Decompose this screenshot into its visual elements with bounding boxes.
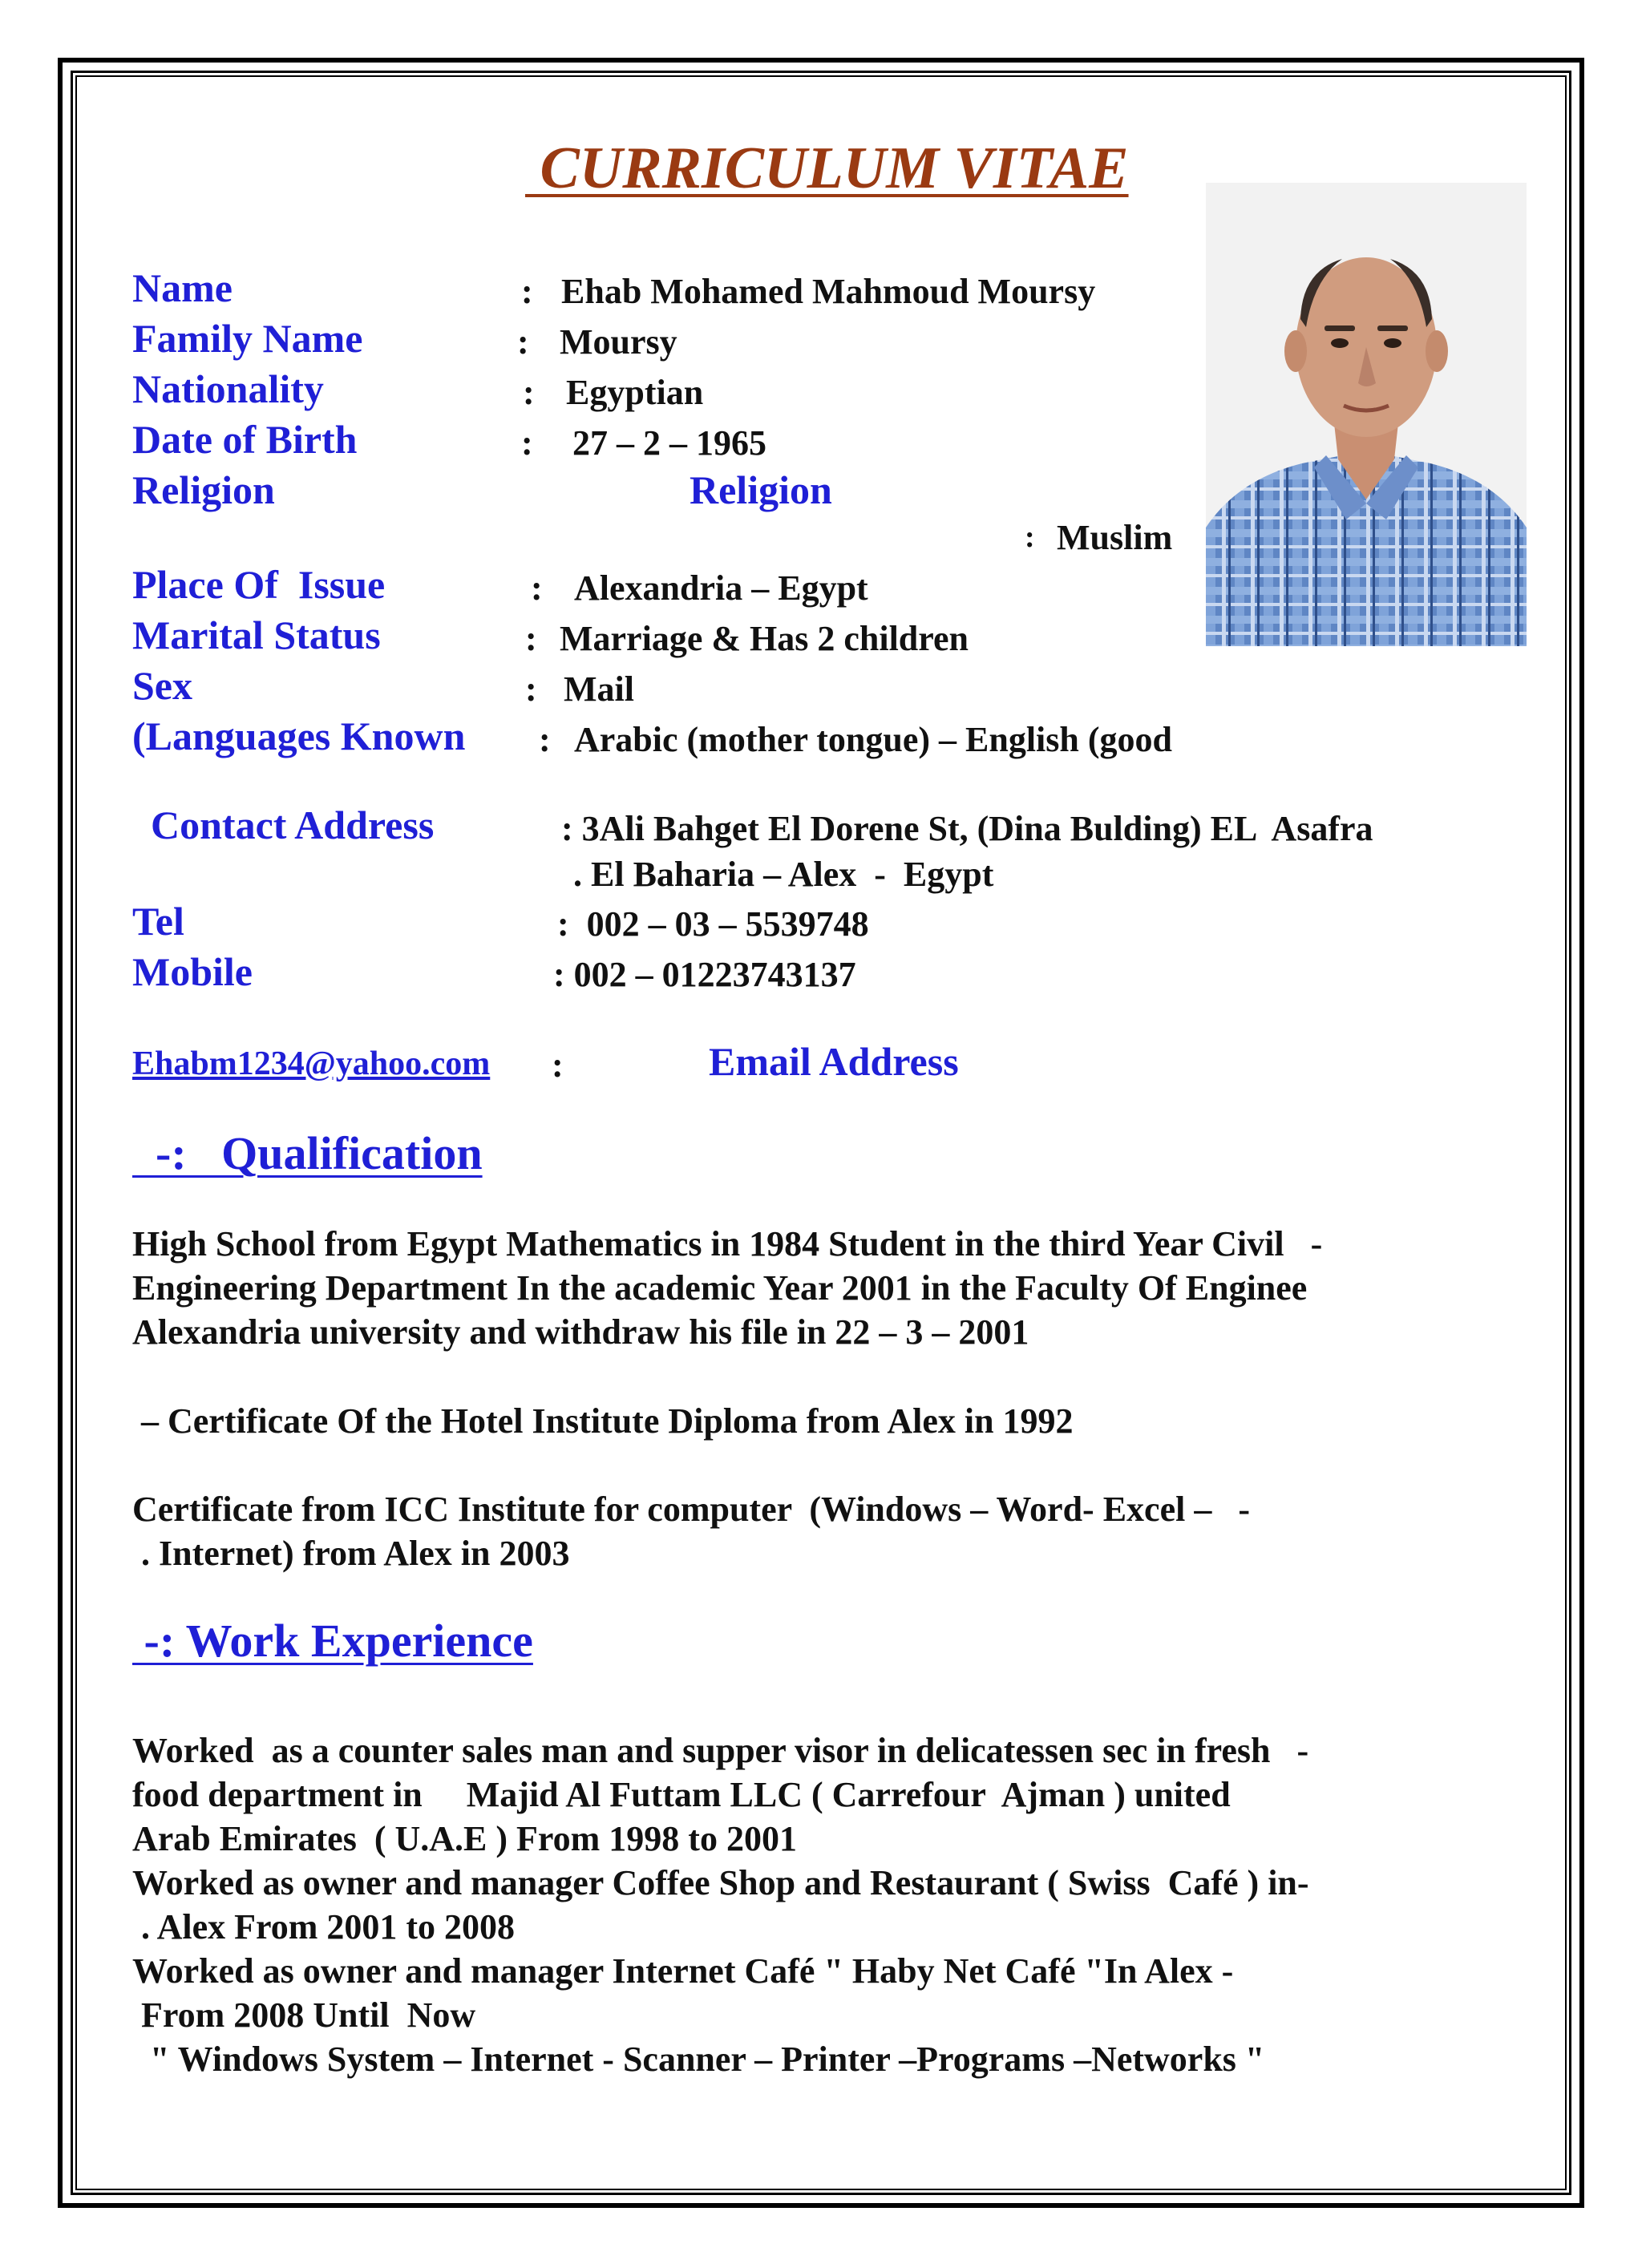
nationality-value: Egyptian bbox=[566, 373, 704, 412]
email-link[interactable]: Ehabm1234@yahoo.com bbox=[132, 1045, 491, 1082]
qualification-line-4: – Certificate Of the Hotel Institute Diploma from Alex in 1992 bbox=[132, 1401, 1074, 1441]
work-line-5: . Alex From 2001 to 2008 bbox=[132, 1907, 516, 1947]
sex-label: Sex bbox=[132, 663, 192, 708]
qualification-line-3: Alexandria university and withdraw his file in 22 – 3 – 2001 bbox=[132, 1312, 1029, 1352]
marital-status-colon: : bbox=[525, 619, 537, 658]
work-line-2: food department in Majid Al Futtam LLC ( Carrefour Ajman ) united bbox=[132, 1775, 1231, 1814]
place-of-issue-colon: : bbox=[531, 568, 543, 608]
profile-photo-image bbox=[1206, 183, 1527, 646]
qualification-line-5: Certificate from ICC Institute for computer (Windows – Word- Excel – - bbox=[132, 1490, 1250, 1529]
work-line-3: Arab Emirates ( U.A.E ) From 1998 to 2001 bbox=[132, 1819, 797, 1858]
work-line-1: Worked as a counter sales man and supper visor in delicatessen sec in fresh - bbox=[132, 1731, 1309, 1770]
place-of-issue-value: Alexandria – Egypt bbox=[574, 568, 868, 608]
nationality-label: Nationality bbox=[132, 366, 324, 411]
mobile-value: : 002 – 01223743137 bbox=[553, 955, 856, 994]
religion-label: Religion bbox=[132, 467, 275, 512]
tel-label: Tel bbox=[132, 899, 184, 944]
family-name-colon: : bbox=[517, 322, 529, 362]
dob-colon: : bbox=[521, 423, 533, 463]
sex-colon: : bbox=[525, 669, 537, 709]
tel-value: : 002 – 03 – 5539748 bbox=[557, 904, 869, 944]
family-name-value: Moursy bbox=[560, 322, 677, 362]
place-of-issue-label: Place Of Issue bbox=[132, 562, 386, 607]
qualification-line-2: Engineering Department In the academic Year 2001 in the Faculty Of Enginee bbox=[132, 1268, 1308, 1308]
cv-title: CURRICULUM VITAE bbox=[525, 135, 1129, 201]
work-line-7: From 2008 Until Now bbox=[132, 1995, 476, 2035]
qualification-line-1: High School from Egypt Mathematics in 1984 Student in the third Year Civil - bbox=[132, 1224, 1323, 1263]
marital-status-label: Marital Status bbox=[132, 612, 381, 657]
work-line-8: " Windows System – Internet - Scanner – Printer –Programs –Networks " bbox=[132, 2040, 1265, 2079]
marital-status-value: Marriage & Has 2 children bbox=[560, 619, 969, 658]
mobile-label: Mobile bbox=[132, 949, 253, 994]
work-experience-heading: -: Work Experience bbox=[132, 1615, 533, 1667]
religion-label-repeat: Religion bbox=[690, 467, 832, 512]
languages-value: Arabic (mother tongue) – English (good bbox=[574, 720, 1172, 759]
contact-address-label: Contact Address bbox=[151, 802, 435, 847]
languages-label: (Languages Known bbox=[132, 714, 466, 758]
dob-label: Date of Birth bbox=[132, 417, 358, 462]
name-label: Name bbox=[132, 265, 233, 310]
religion-colon: : bbox=[1025, 520, 1035, 554]
email-colon: : bbox=[552, 1045, 564, 1085]
qualification-heading: -: Qualification bbox=[132, 1127, 483, 1179]
sex-value: Mail bbox=[564, 669, 634, 709]
email-address-label: Email Address bbox=[709, 1039, 959, 1084]
name-value: Ehab Mohamed Mahmoud Moursy bbox=[561, 272, 1096, 311]
dob-value: 27 – 2 – 1965 bbox=[572, 423, 766, 463]
religion-value: Muslim bbox=[1057, 518, 1173, 557]
profile-photo bbox=[1206, 183, 1527, 646]
languages-colon: : bbox=[539, 720, 551, 759]
contact-address-line1: : 3Ali Bahget El Dorene St, (Dina Bulding) EL Asafra bbox=[561, 809, 1373, 848]
work-line-4: Worked as owner and manager Coffee Shop and Restaurant ( Swiss Café ) in- bbox=[132, 1863, 1309, 1902]
nationality-colon: : bbox=[523, 373, 535, 412]
work-line-6: Worked as owner and manager Internet Café " Haby Net Café "In Alex - bbox=[132, 1951, 1234, 1991]
family-name-label: Family Name bbox=[132, 316, 363, 361]
contact-address-line2: . El Baharia – Alex - Egypt bbox=[573, 855, 994, 894]
qualification-line-6: . Internet) from Alex in 2003 bbox=[132, 1534, 570, 1573]
name-colon: : bbox=[521, 272, 533, 311]
